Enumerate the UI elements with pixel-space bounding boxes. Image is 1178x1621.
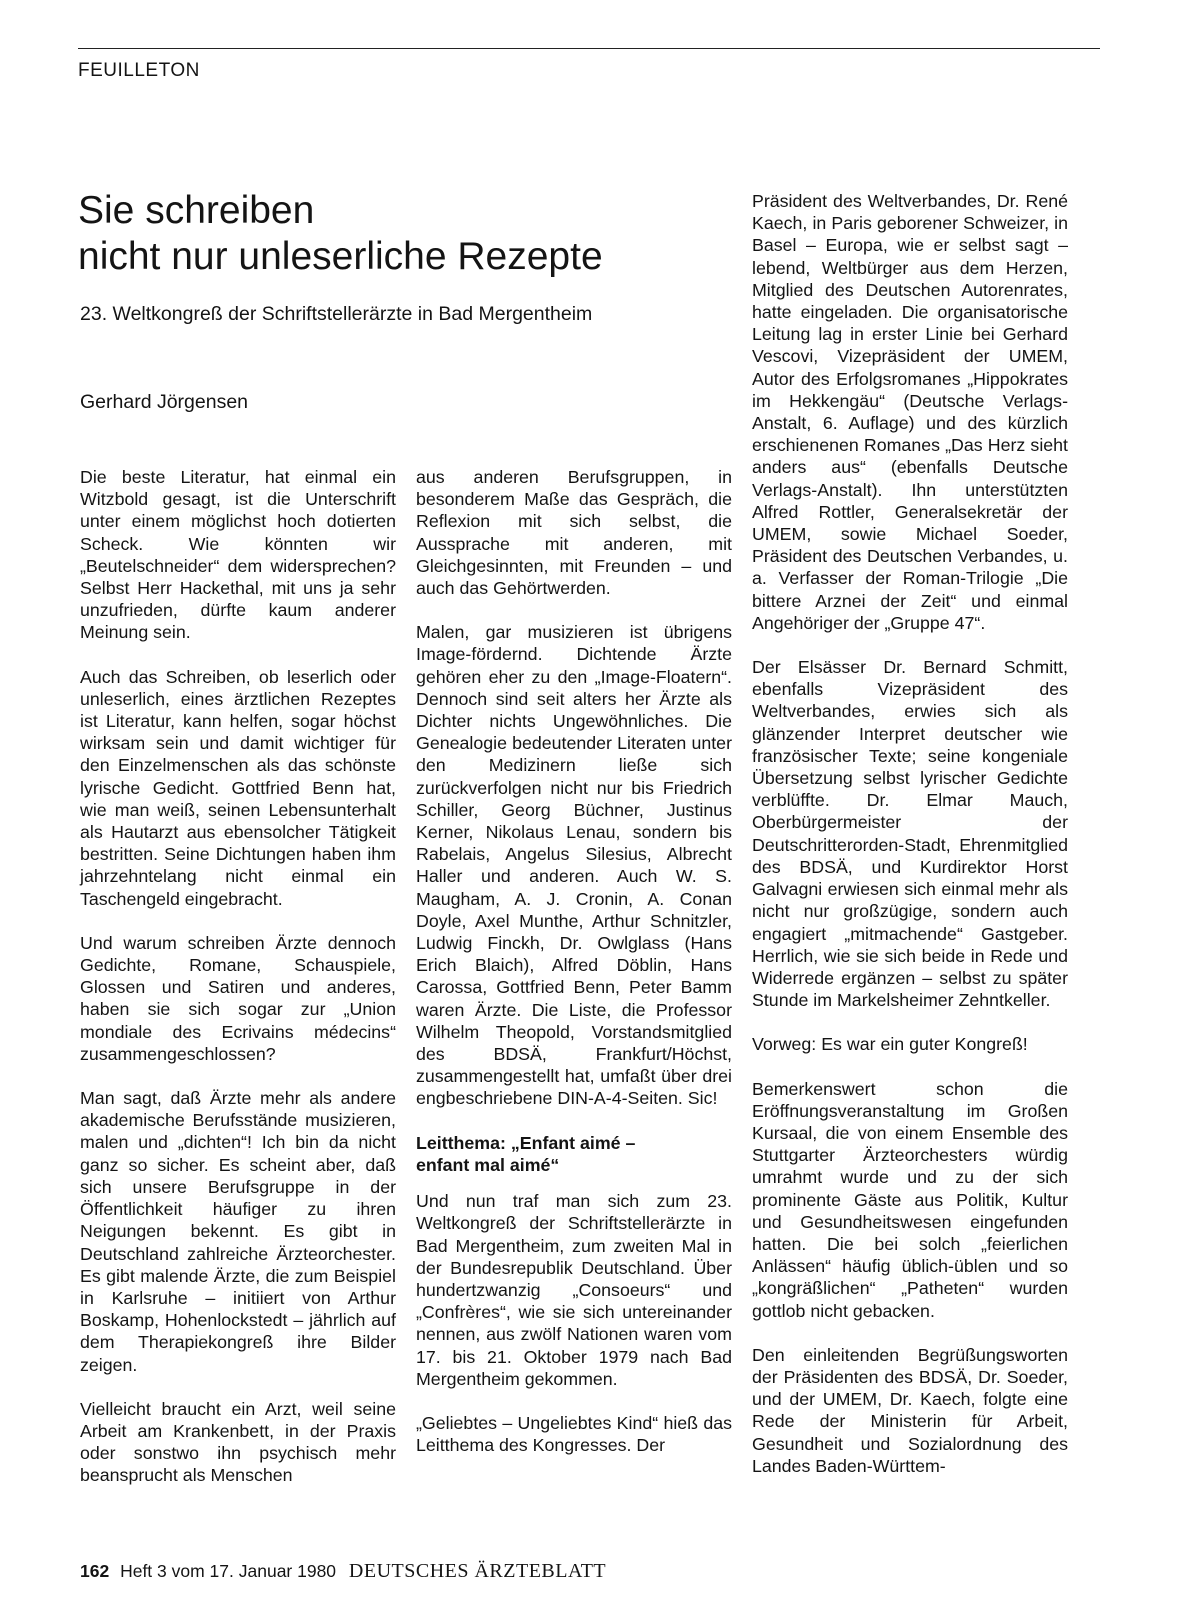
page-number: 162 xyxy=(80,1561,110,1581)
text-column-1 xyxy=(80,466,396,1509)
text-column-3 xyxy=(752,190,1068,1499)
paragraph: Präsident des Weltverbandes, Dr. René Kaech, in Paris geborener Schweizer, in Basel – Europa, wie er selbst sagt – lebend, Weltbürger aus dem Herzen, Mitglied des Deutschen Autorenrates, hatte eingeladen. Die organisatorische Leitung lag in erster Linie bei Gerhard Vescovi, Vizepräsident der UMEM, Autor des Erfolgsromanes „Hippokrates im Hekkengäu“ (Deutsche Verlags-Anstalt, 6. Auflage) und des kürzlich erschienenen Romanes „Das Herz sieht anders aus“ (ebenfalls Deutsche Verlags-Anstalt). Ihn unterstützten Alfred Rottler, Generalsekretär der UMEM, sowie Michael Soeder, Präsident des Deutschen Verbandes, u. a. Verfasser der Roman-Trilogie „Die bittere Arznei der Zeit“ und einmal Angehöriger der „Gruppe 47“. xyxy=(752,191,1068,633)
paragraph: Bemerkenswert schon die Eröffnungsveranstaltung im Großen Kursaal, die von einem Ensemble des Stuttgarter Ärzteorchesters würdig umrahmt wurde und zu der sich prominente Gäste aus Politik, Kultur und Gesundheitswesen eingefunden hatten. Die bei solch „feierlichen Anlässen“ häufig üblich-üblen und so „kongräßlichen“ „Patheten“ wurden gottlob nicht gebacken. xyxy=(752,1078,1068,1321)
paragraph: Vielleicht braucht ein Arzt, weil seine Arbeit am Krankenbett, in der Praxis oder sonstwo ihn psychisch mehr beansprucht als Menschen xyxy=(80,1398,396,1486)
section-label: FEUILLETON xyxy=(78,60,200,81)
paragraph: aus anderen Berufsgruppen, in besonderem Maße das Gespräch, die Reflexion mit sich selbst, die Aussprache mit anderen, mit Gleichgesinnten, mit Freunden – und auch das Gehörtwerden. xyxy=(416,467,732,599)
paragraph: Die beste Literatur, hat einmal ein Witzbold gesagt, ist die Unterschrift unter einem möglichst hoch dotierten Scheck. Wie könnten wir „Beutelschneider“ dem widersprechen? Selbst Herr Hackethal, mit uns ja sehr unzufrieden, dürfte kaum anderer Meinung sein. xyxy=(80,467,396,643)
text-column-2 xyxy=(416,466,732,1478)
article-subtitle: 23. Weltkongreß der Schriftstellerärzte in Bad Mergentheim xyxy=(80,303,593,325)
paragraph: Man sagt, daß Ärzte mehr als andere akademische Berufsstände musizieren, malen und „dichten“! Ich bin da nicht ganz so sicher. Es scheint aber, daß sich unsere Berufsgruppe in der Öffentlichkeit häufiger zu ihren Neigungen bekennt. Es gibt in Deutschland zahlreiche Ärzteorchester. Es gibt malende Ärzte, die zum Beispiel in Karlsruhe – initiiert von Arthur Boskamp, Hohenlockstedt – jährlich auf dem Therapiekongreß ihre Bilder zeigen. xyxy=(80,1088,396,1375)
paragraph: Malen, gar musizieren ist übrigens Image-fördernd. Dichtende Ärzte gehören eher zu den „Image-Floatern“. Dennoch sind seit alters her Ärzte als Dichter nichts Ungewöhnliches. Die Genealogie bedeutender Literaten unter den Medizinern ließe sich zurückverfolgen nicht nur bis Friedrich Schiller, Georg Büchner, Justinus Kerner, Nikolaus Lenau, sondern bis Rabelais, Angelus Silesius, Albrecht Haller und anderen. Auch W. S. Maugham, A. J. Cronin, A. Conan Doyle, Axel Munthe, Arthur Schnitzler, Ludwig Finckh, Dr. Owlglass (Hans Erich Blaich), Alfred Döblin, Hans Carossa, Gottfried Benn, Peter Bamm waren Ärzte. Die Liste, die Professor Wilhelm Theopold, Vorstandsmitglied des BDSÄ, Frankfurt/Höchst, zusammengestellt hat, umfaßt über drei engbeschriebene DIN-A-4-Seiten. Sic! xyxy=(416,622,732,1109)
paragraph: Und nun traf man sich zum 23. Weltkongreß der Schriftstellerärzte in Bad Mergentheim, zum zweiten Mal in der Bundesrepublik Deutschland. Über hundertzwanzig „Consoeurs“ und „Confrères“, wie sie sich untereinander nennen, aus zwölf Nationen waren vom 17. bis 21. Oktober 1979 nach Bad Mergentheim gekommen. xyxy=(416,1191,732,1389)
paragraph: „Geliebtes – Ungeliebtes Kind“ hieß das Leitthema des Kongresses. Der xyxy=(416,1412,732,1456)
issue-info: Heft 3 vom 17. Januar 1980 xyxy=(120,1561,337,1581)
article-title-line-2: nicht nur unleserliche Rezepte xyxy=(78,235,603,278)
article-title xyxy=(78,188,698,280)
paragraph: Der Elsässer Dr. Bernard Schmitt, ebenfalls Vizepräsident des Weltverbandes, erwies sich als glänzender Interpret deutscher wie französischer Texte; seine kongeniale Übersetzung selbst lyrischer Gedichte verblüffte. Dr. Elmar Mauch, Oberbürgermeister der Deutschritterorden-Stadt, Ehrenmitglied des BDSÄ, und Kurdirektor Horst Galvagni erwiesen sich einmal mehr als nicht nur großzügige, sondern auch engagiert „mitmachende“ Gastgeber. Herrlich, wie sie sich beide in Rede und Widerrede ergänzen – selbst zu später Stunde im Markelsheimer Zehntkeller. xyxy=(752,657,1068,1011)
paragraph: Den einleitenden Begrüßungsworten der Präsidenten des BDSÄ, Dr. Soeder, und der UMEM, Dr. Kaech, folgte eine Rede der Ministerin für Arbeit, Gesundheit und Sozialordnung des Landes Baden-Württem- xyxy=(752,1344,1068,1476)
section-heading-line-2: enfant mal aimé“ xyxy=(416,1154,560,1175)
header-rule xyxy=(78,48,1100,49)
article-author: Gerhard Jörgensen xyxy=(80,391,249,413)
paragraph: Vorweg: Es war ein guter Kongreß! xyxy=(752,1034,1028,1055)
journal-name: DEUTSCHES ÄRZTEBLATT xyxy=(348,1560,607,1582)
paragraph: Auch das Schreiben, ob leserlich oder unleserlich, eines ärztlichen Rezeptes ist Literatur, kann helfen, sogar höchst wirksam sein und damit wichtiger für den Einzelmenschen als das schönste lyrische Gedicht. Gottfried Benn hat, wie man weiß, seinen Lebensunterhalt als Hautarzt aus ebensolcher Tätigkeit bestritten. Seine Dichtungen haben ihm jahrzehntelang nicht einmal ein Taschengeld eingebracht. xyxy=(80,666,396,909)
section-heading xyxy=(416,1132,732,1176)
article-title-line-1: Sie schreiben xyxy=(78,189,315,232)
page-footer xyxy=(80,1560,606,1583)
paragraph: Und warum schreiben Ärzte dennoch Gedichte, Romane, Schauspiele, Glossen und Satiren und anderes, haben sie sich sogar zur „Union mondiale des Ecrivains médecins“ zusammengeschlossen? xyxy=(80,932,396,1064)
section-heading-line-1: Leitthema: „Enfant aimé – xyxy=(416,1132,636,1153)
